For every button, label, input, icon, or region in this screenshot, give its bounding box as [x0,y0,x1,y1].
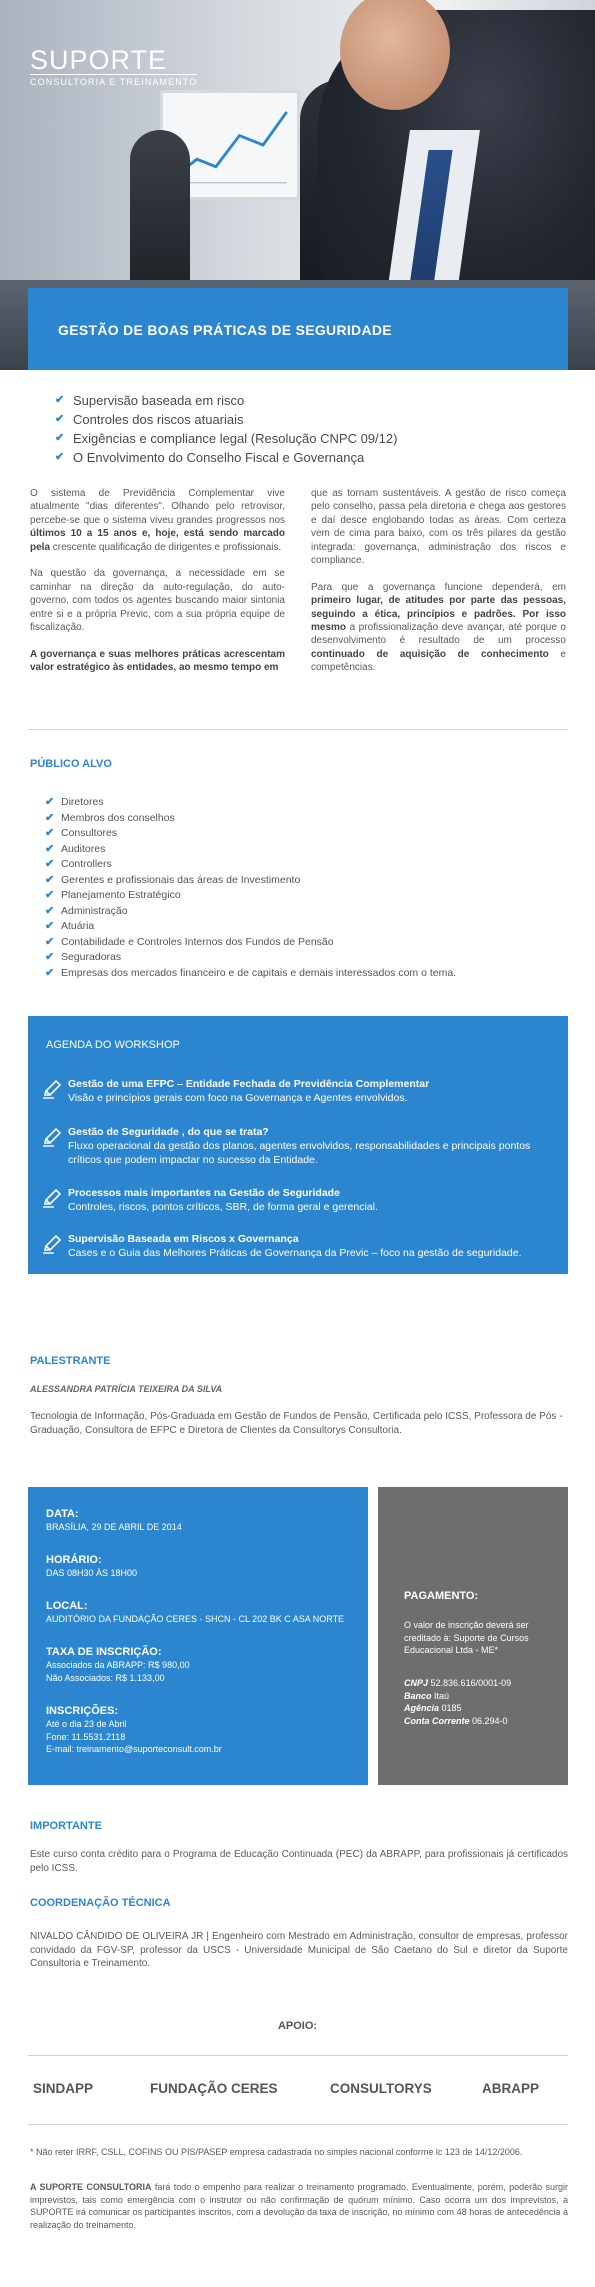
time-block [46,1553,137,1580]
agenda-panel [28,1016,568,1274]
paragraph: Para que a governança funcione dependerá, em primeiro lugar, de atitudes por parte das pessoas, seguindo a ética, princípios e padrões. Por isso mesmo a profissionalização deve avançar, até porque o desenvolvimento é resultado de um processo continuado de aquisição de conhecimento e competências. [311,581,566,674]
agenda-item [68,1077,548,1105]
time-label: HORÁRIO: [46,1554,102,1566]
list-item [55,391,397,410]
list-item: ✔ Controllers [45,857,456,873]
highlight-text: O Envolvimento do Conselho Fiscal e Governança [73,450,365,465]
check-icon: ✔ [45,951,55,963]
check-icon: ✔ [55,394,65,406]
fee-member: Associados da ABRAPP: R$ 980,00 [46,1660,190,1670]
agenda-title: AGENDA DO WORKSHOP [46,1039,180,1051]
agenda-item-title: Gestão de Seguridade , do que se trata? [68,1126,269,1138]
fee-block [46,1645,190,1684]
agenda-item-desc: Controles, riscos, pontos críticos, SBR, de forma geral e gerencial. [68,1201,378,1213]
list-item: ✔ Auditores [45,842,456,858]
check-icon: ✔ [55,451,65,463]
check-icon: ✔ [45,966,55,979]
list-item [55,429,397,448]
agenda-item [68,1232,548,1260]
fee-label: TAXA DE INSCRIÇÃO: [46,1646,162,1658]
time-value: DAS 08H30 ÀS 18H00 [46,1568,138,1578]
account-row: Conta Corrente 06.294-0 [404,1715,508,1726]
payment-text: O valor de inscrição deverá ser creditado à: Suporte de Cursos Educacional Ltda - ME* [404,1620,529,1655]
speaker-title: PALESTRANTE [30,1355,111,1367]
coordination-text: NIVALDO CÂNDIDO DE OLIVEIRA JR | Engenheiro com Mestrado em Administração, consultor de empresas, professor convidado da FGV-SP, professor da USCS - Universidade Municipal de São Caetano do Sul e diretor da Suporte Consultoria e Treinamento. [30,1931,568,1969]
check-icon: ✔ [45,796,55,808]
registration-deadline: Até o dia 23 de Abril [46,1719,127,1729]
cnpj-row: CNPJ 52.836.616/0001-09 [404,1678,512,1688]
coordination-title: COORDENAÇÃO TÉCNICA [30,1897,171,1909]
check-icon: ✔ [45,873,55,886]
audience-list [45,795,456,981]
registration-block [46,1704,222,1756]
date-value: BRASÍLIA, 29 DE ABRIL DE 2014 [46,1522,182,1532]
audience-title: PÚBLICO ALVO [30,758,112,770]
registration-email[interactable]: E-mail: treinamento@suporteconsult.com.br [46,1744,222,1754]
list-item: ✔ Atuária [45,919,456,935]
highlight-text: Supervisão baseada em risco [73,393,245,408]
check-icon: ✔ [45,889,55,901]
payment-panel [378,1487,568,1785]
intro-column-right [311,487,566,688]
suporte-logo [30,46,197,87]
list-item: ✔ Membros dos conselhos [45,811,456,827]
date-block [46,1507,182,1534]
list-item [55,448,397,467]
divider [28,2055,568,2056]
check-icon: ✔ [45,935,55,948]
check-icon: ✔ [45,904,55,917]
speaker-name: ALESSANDRA PATRÍCIA TEIXEIRA DA SILVA [30,1384,223,1394]
agenda-item-desc: Fluxo operacional da gestão dos planos, agentes envolvidos, responsabilidades e principais pontos críticos que podem impactar no sucesso da Entidade. [68,1140,531,1166]
check-icon: ✔ [45,842,55,855]
important-text: Este curso conta crédito para o Programa de Educação Continuada (PEC) da ABRAPP, para profissionais já certificados pelo ICSS. [30,1849,568,1874]
sponsor-logo: FUNDAÇÃO CERES [150,2081,278,2096]
title-banner [28,288,568,370]
highlight-text: Exigências e compliance legal (Resolução CNPC 09/12) [73,431,398,446]
list-item: ✔ Diretores [45,795,456,811]
support-title: APOIO: [277,2020,318,2032]
payment-rows [404,1677,511,1727]
paragraph: Na questão da governança, a necessidade em se caminhar na direção da auto-regulação, do auto-governo, com todos os agentes buscando maior sintonia entre si e a própria Previc, com a sua própria equipe de fiscalização. [30,568,285,634]
tax-note: * Não reter IRRF, CSLL, COFINS OU PIS/PASEP empresa cadastrada no simples nacional conforme lc 123 de 14/12/2006. [30,2147,523,2157]
paragraph: A governança e suas melhores práticas acrescentam valor estratégico às entidades, ao mesmo tempo em [30,648,285,674]
agenda-item [68,1125,548,1167]
place-block [46,1599,344,1626]
agenda-item-title: Supervisão Baseada em Riscos x Governança [68,1233,299,1245]
logo-name: SUPORTE [30,45,168,75]
paragraph: que as tornam sustentáveis. A gestão de risco começa pelo conselho, passa pela diretoria e chega aos gestores e daí desce englobando todas as áreas. Com certeza vem de cima para baixo, com os três pilares da gestão integrada: governança, administração dos riscos e compliance. [311,488,566,567]
list-item: ✔ Seguradoras [45,950,456,966]
list-item: ✔ Empresas dos mercados financeiro e de capitais e demais interessados com o tema. [45,966,456,982]
fee-nonmember: Não Associados: R$ 1.133,00 [46,1672,165,1683]
agenda-item-title: Gestão de uma EFPC – Entidade Fechada de Previdência Complementar [68,1078,430,1090]
place-value: AUDITÓRIO DA FUNDAÇÃO CERES - SHCN - CL 202 BK C ASA NORTE [46,1614,345,1624]
list-item: ✔ Consultores [45,826,456,842]
check-icon: ✔ [55,413,65,425]
agenda-item-desc: Cases e o Guia das Melhores Práticas de Governança da Previc – foco na gestão de seguridade. [68,1247,522,1259]
check-icon: ✔ [45,920,55,932]
paragraph: O sistema de Previdência Complementar vive atualmente "dias diferentes". Olhando pelo retrovisor, percebe-se que o sistema viveu grandes progressos nos últimos 10 a 15 anos e, hoje, está sendo marcado pela crescente qualificação de dirigentes e profissionais. [30,488,285,553]
agency-row: Agência 0185 [404,1703,462,1713]
registration-label: INSCRIÇÕES: [46,1705,119,1717]
list-item [55,410,397,429]
payment-title: PAGAMENTO: [404,1590,479,1602]
intro-column-left [30,487,285,688]
check-icon: ✔ [45,827,55,839]
sponsor-logos [0,2081,595,2101]
presenter-figure [130,130,190,290]
list-item: ✔ Gerentes e profissionais das áreas de Investimento [45,873,456,889]
disclaimer: A SUPORTE CONSULTORIA fará todo o empenho para realizar o treinamento programado. Eventualmente, porém, poderão surgir imprevistos, tais como emergência com o instrutor ou não confirmação de quórum mínimo. Caso ocorra um dos imprevistos, a SUPORTE irá comunicar os participantes inscritos, com a devolução da taxa de inscrição, no mínimo com 48 horas de antecedência à realização do treinamento. [30,2182,568,2230]
pencil-icon [42,1127,62,1147]
date-label: DATA: [46,1508,79,1520]
agenda-item [68,1186,548,1214]
sponsor-logo: ABRAPP [482,2081,540,2096]
divider [28,2124,568,2125]
event-details-panel [28,1487,368,1785]
sponsor-logo: SINDAPP [33,2081,94,2096]
agenda-item-title: Processos mais importantes na Gestão de Seguridade [68,1187,340,1199]
list-item: ✔ Administração [45,904,456,920]
list-item: ✔ Planejamento Estratégico [45,888,456,904]
check-icon: ✔ [45,858,55,870]
check-icon: ✔ [55,432,65,444]
important-title: IMPORTANTE [30,1820,102,1832]
highlight-text: Controles dos riscos atuariais [73,412,244,427]
speaker-bio: Tecnologia de Informação, Pós-Graduada em Gestão de Fundos de Pensão, Certificada pelo ICSS, Professora de Pós - Graduação, Consultora de EFPC e Diretora de Clientes da Consultorys Consultoria. [30,1411,563,1436]
pencil-icon [42,1234,62,1254]
logo-tagline: CONSULTORIA E TREINAMENTO [30,74,197,87]
agenda-item-desc: Visão e princípios gerais com foco na Governança e Agentes envolvidos. [68,1092,408,1104]
page-title: GESTÃO DE BOAS PRÁTICAS DE SEGURIDADE [58,322,392,338]
sponsor-logo: CONSULTORYS [330,2081,432,2096]
registration-phone: Fone: 11.5531.2118 [46,1731,126,1742]
place-label: LOCAL: [46,1600,88,1612]
divider [28,729,568,730]
check-icon: ✔ [45,811,55,824]
list-item: ✔ Contabilidade e Controles Internos dos Fundos de Pensão [45,935,456,951]
pencil-icon [42,1079,62,1099]
bank-row: Banco Itaú [404,1690,450,1701]
highlights-list [55,391,397,467]
pencil-icon [42,1188,62,1208]
